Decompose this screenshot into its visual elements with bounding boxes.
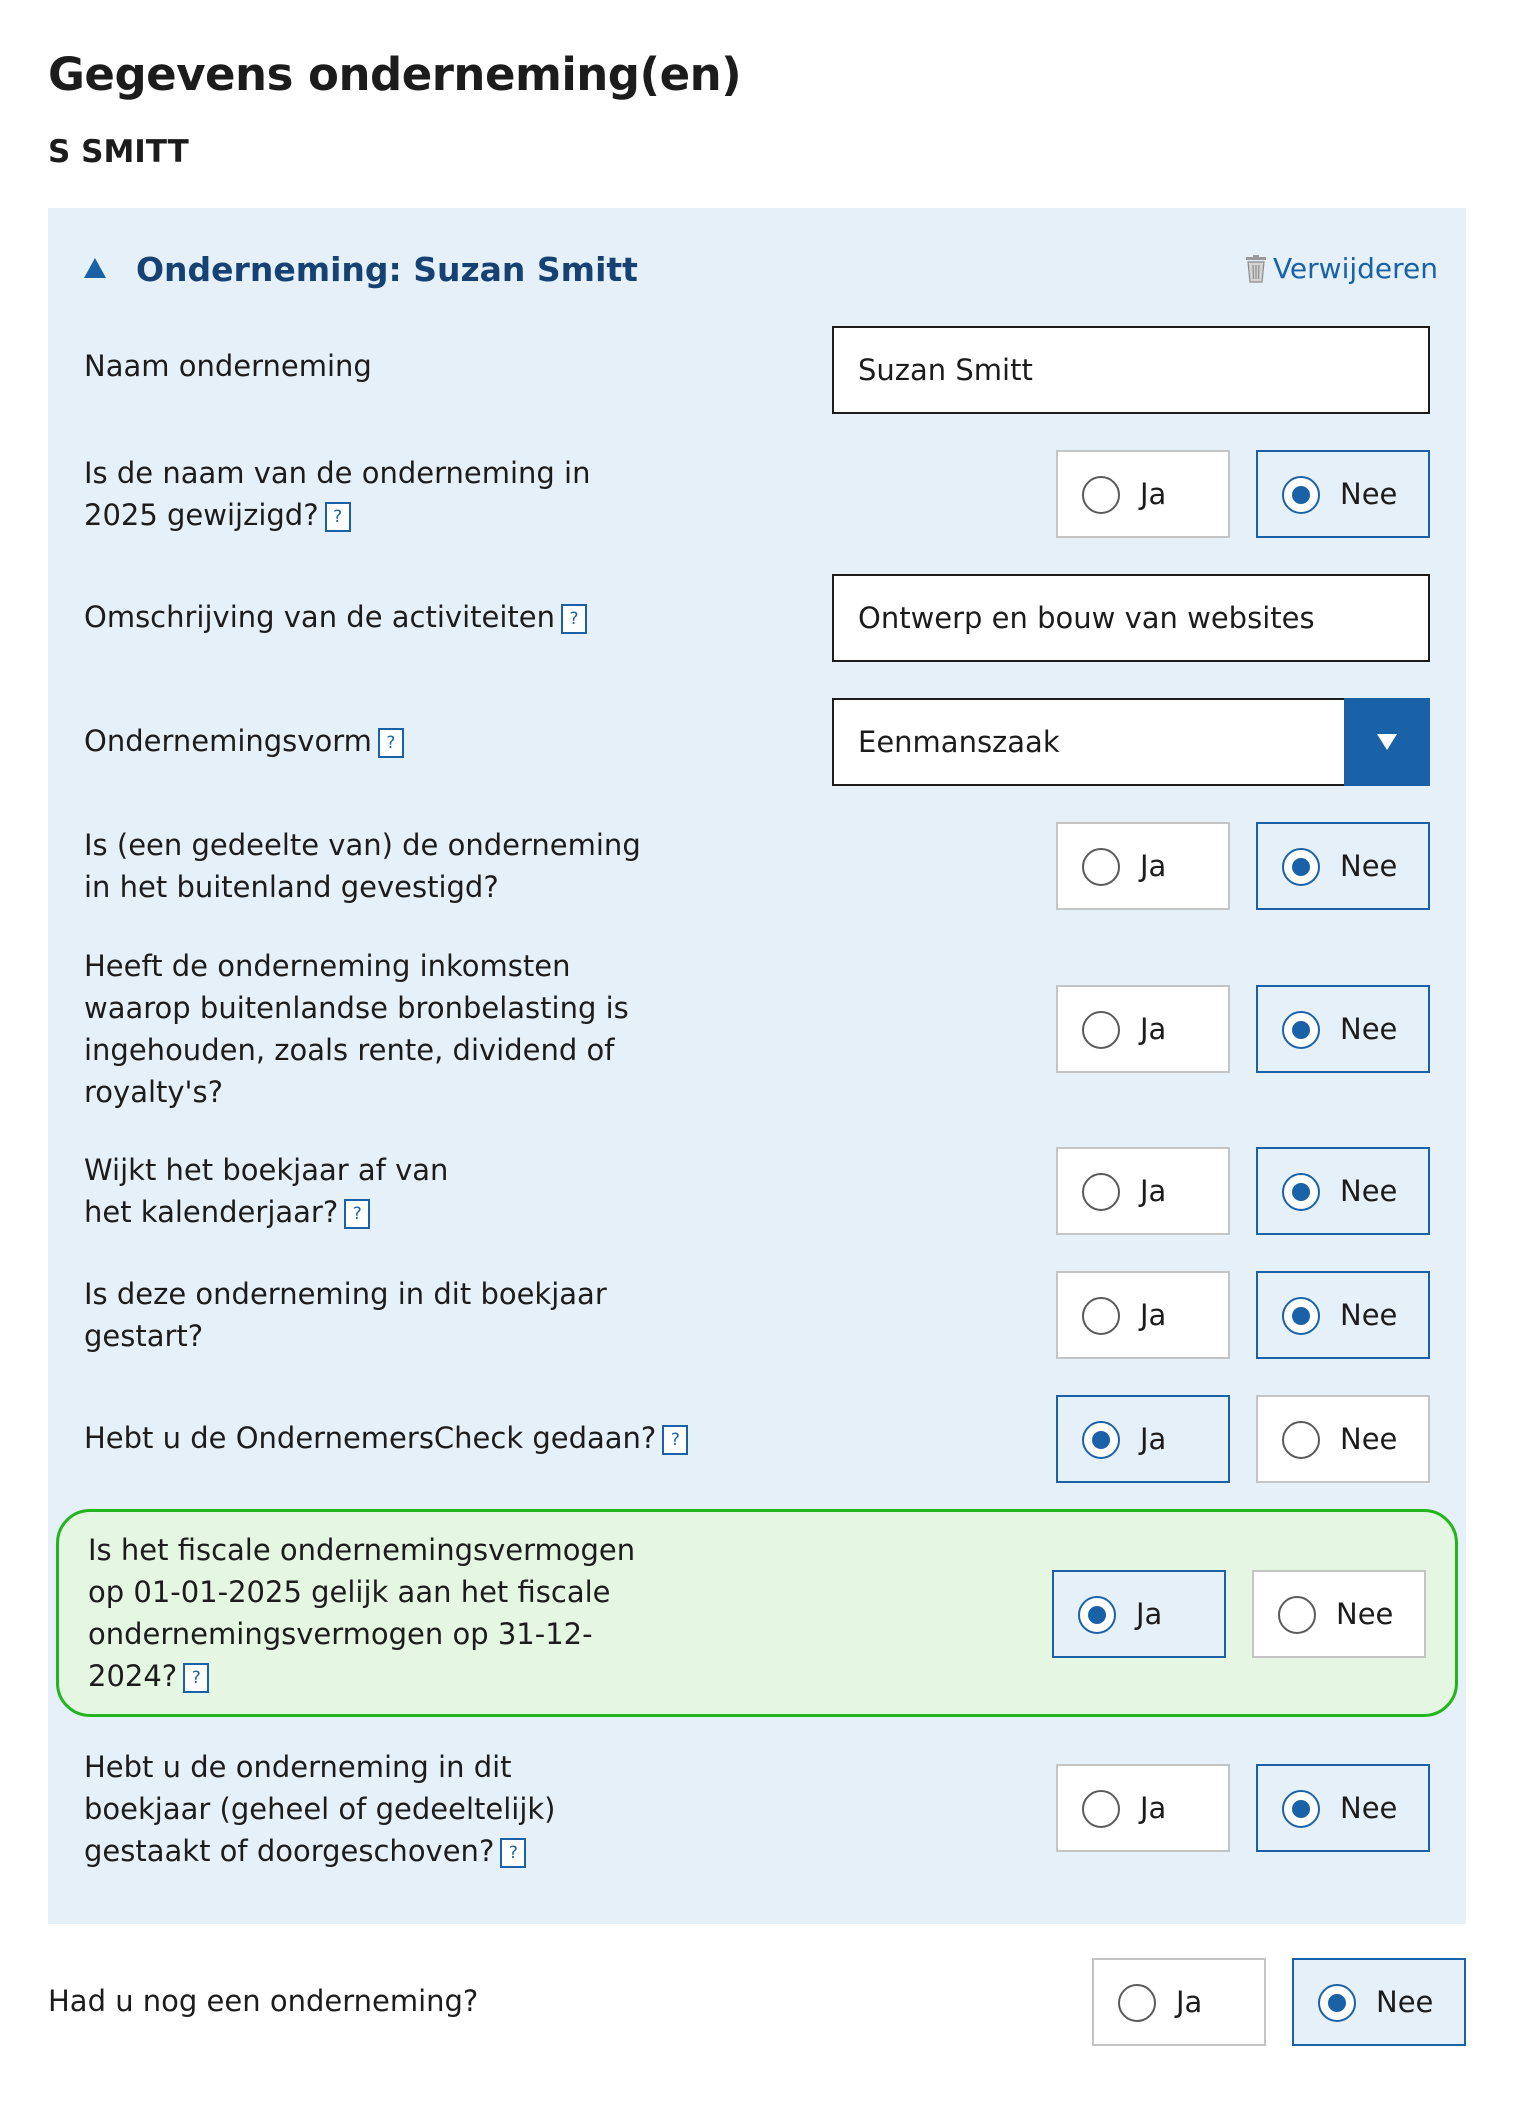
nog-onderneming-nee-radio[interactable]: [1292, 1958, 1466, 2046]
help-icon[interactable]: ?: [662, 1425, 688, 1455]
radio-label: Nee: [1376, 1985, 1434, 2019]
radio-label: Ja: [1140, 1298, 1167, 1332]
panel-header: [84, 246, 1438, 298]
radio-label: Ja: [1176, 1985, 1203, 2019]
radio-label: Ja: [1140, 1791, 1167, 1825]
buitenland-label: Is (een gedeelte van) de onderneming in het buitenland gevestigd?: [84, 828, 641, 904]
page-subtitle: S SMITT: [48, 134, 189, 170]
radio-circle-icon: [1282, 1421, 1320, 1459]
radio-label: Nee: [1340, 849, 1398, 883]
radio-circle-icon: [1082, 476, 1120, 514]
gestaakt-ja-radio[interactable]: [1056, 1764, 1230, 1852]
bronbelasting-label: Heeft de onderneming inkomsten waarop buitenlandse bronbelasting is ingehouden, zoals rente, dividend of royalty's?: [84, 949, 629, 1109]
boekjaar-nee-radio[interactable]: [1256, 1147, 1430, 1235]
radio-circle-icon: [1082, 1297, 1120, 1335]
radio-label: Nee: [1340, 1174, 1398, 1208]
radio-circle-icon: [1282, 1173, 1320, 1211]
help-icon[interactable]: ?: [561, 604, 587, 634]
help-icon[interactable]: ?: [500, 1838, 526, 1868]
radio-label: Ja: [1136, 1597, 1163, 1631]
panel-title[interactable]: Onderneming: Suzan Smitt: [136, 250, 638, 289]
radio-circle-icon: [1082, 1421, 1120, 1459]
radio-label: Nee: [1340, 1298, 1398, 1332]
gestaakt-nee-radio[interactable]: [1256, 1764, 1430, 1852]
boekjaar-text: Wijkt het boekjaar af van het kalenderjaar?: [84, 1153, 449, 1229]
radio-circle-icon: [1082, 1011, 1120, 1049]
bronbelasting-ja-radio[interactable]: [1056, 985, 1230, 1073]
trash-icon: [1245, 255, 1267, 283]
help-icon[interactable]: ?: [183, 1663, 209, 1693]
radio-label: Ja: [1140, 1422, 1167, 1456]
collapse-triangle-icon[interactable]: [84, 258, 106, 278]
ondernemerscheck-nee-radio[interactable]: [1256, 1395, 1430, 1483]
radio-label: Nee: [1340, 1422, 1398, 1456]
radio-circle-icon: [1282, 476, 1320, 514]
select-value: Eenmanszaak: [858, 725, 1060, 759]
radio-circle-icon: [1282, 848, 1320, 886]
gestaakt-label: [84, 1746, 644, 1872]
nog-onderneming-label: Had u nog een onderneming?: [48, 1984, 479, 2018]
boekjaar-ja-radio[interactable]: [1056, 1147, 1230, 1235]
boekjaar-label: [84, 1149, 504, 1233]
radio-label: Nee: [1340, 1012, 1398, 1046]
gestart-ja-radio[interactable]: [1056, 1271, 1230, 1359]
radio-circle-icon: [1078, 1596, 1116, 1634]
vermogen-nee-radio[interactable]: [1252, 1570, 1426, 1658]
help-icon[interactable]: ?: [344, 1199, 370, 1229]
delete-link[interactable]: [1245, 252, 1438, 285]
radio-circle-icon: [1082, 848, 1120, 886]
radio-label: Ja: [1140, 849, 1167, 883]
vermogen-ja-radio[interactable]: [1052, 1570, 1226, 1658]
activiteiten-input[interactable]: Ontwerp en bouw van websites: [832, 574, 1430, 662]
buitenland-ja-radio[interactable]: [1056, 822, 1230, 910]
activiteiten-text: Omschrijving van de activiteiten: [84, 600, 555, 634]
help-icon[interactable]: ?: [378, 728, 404, 758]
bronbelasting-nee-radio[interactable]: [1256, 985, 1430, 1073]
activiteiten-label: [84, 596, 724, 638]
delete-label: Verwijderen: [1272, 252, 1438, 285]
naam-gewijzigd-text: Is de naam van de onderneming in 2025 gewijzigd?: [84, 456, 591, 532]
radio-circle-icon: [1282, 1011, 1320, 1049]
radio-label: Ja: [1140, 477, 1167, 511]
radio-circle-icon: [1282, 1790, 1320, 1828]
nog-onderneming-ja-radio[interactable]: [1092, 1958, 1266, 2046]
gestart-label: Is deze onderneming in dit boekjaar gestart?: [84, 1277, 607, 1353]
page-title: Gegevens onderneming(en): [48, 48, 742, 101]
radio-label: Nee: [1336, 1597, 1394, 1631]
radio-label: Nee: [1340, 1791, 1398, 1825]
naam-input[interactable]: Suzan Smitt: [832, 326, 1430, 414]
ondernemerscheck-text: Hebt u de OndernemersCheck gedaan?: [84, 1421, 657, 1455]
radio-circle-icon: [1082, 1790, 1120, 1828]
radio-circle-icon: [1082, 1173, 1120, 1211]
radio-circle-icon: [1278, 1596, 1316, 1634]
gestart-nee-radio[interactable]: [1256, 1271, 1430, 1359]
vorm-text: Ondernemingsvorm: [84, 724, 372, 758]
radio-circle-icon: [1282, 1297, 1320, 1335]
radio-label: Ja: [1140, 1174, 1167, 1208]
naam-gewijzigd-ja-radio[interactable]: [1056, 450, 1230, 538]
help-icon[interactable]: ?: [325, 502, 351, 532]
buitenland-nee-radio[interactable]: [1256, 822, 1430, 910]
gestaakt-text: Hebt u de onderneming in dit boekjaar (geheel of gedeeltelijk) gestaakt of doorgeschoven?: [84, 1750, 556, 1868]
naam-label: Naam onderneming: [84, 349, 372, 383]
ondernemerscheck-label: [84, 1417, 744, 1459]
radio-label: Nee: [1340, 477, 1398, 511]
radio-circle-icon: [1118, 1984, 1156, 2022]
ondernemerscheck-ja-radio[interactable]: [1056, 1395, 1230, 1483]
radio-label: Ja: [1140, 1012, 1167, 1046]
vorm-label: [84, 720, 664, 762]
ondernemingsvorm-select[interactable]: [832, 698, 1430, 786]
vermogen-label: [88, 1529, 648, 1697]
chevron-down-icon[interactable]: [1344, 698, 1430, 786]
vermogen-text: Is het fiscale ondernemingsvermogen op 01-01-2025 gelijk aan het fiscale ondernemingsvermogen op 31-12-2024?: [88, 1533, 636, 1693]
naam-gewijzigd-label: [84, 452, 664, 536]
radio-circle-icon: [1318, 1984, 1356, 2022]
naam-gewijzigd-nee-radio[interactable]: [1256, 450, 1430, 538]
